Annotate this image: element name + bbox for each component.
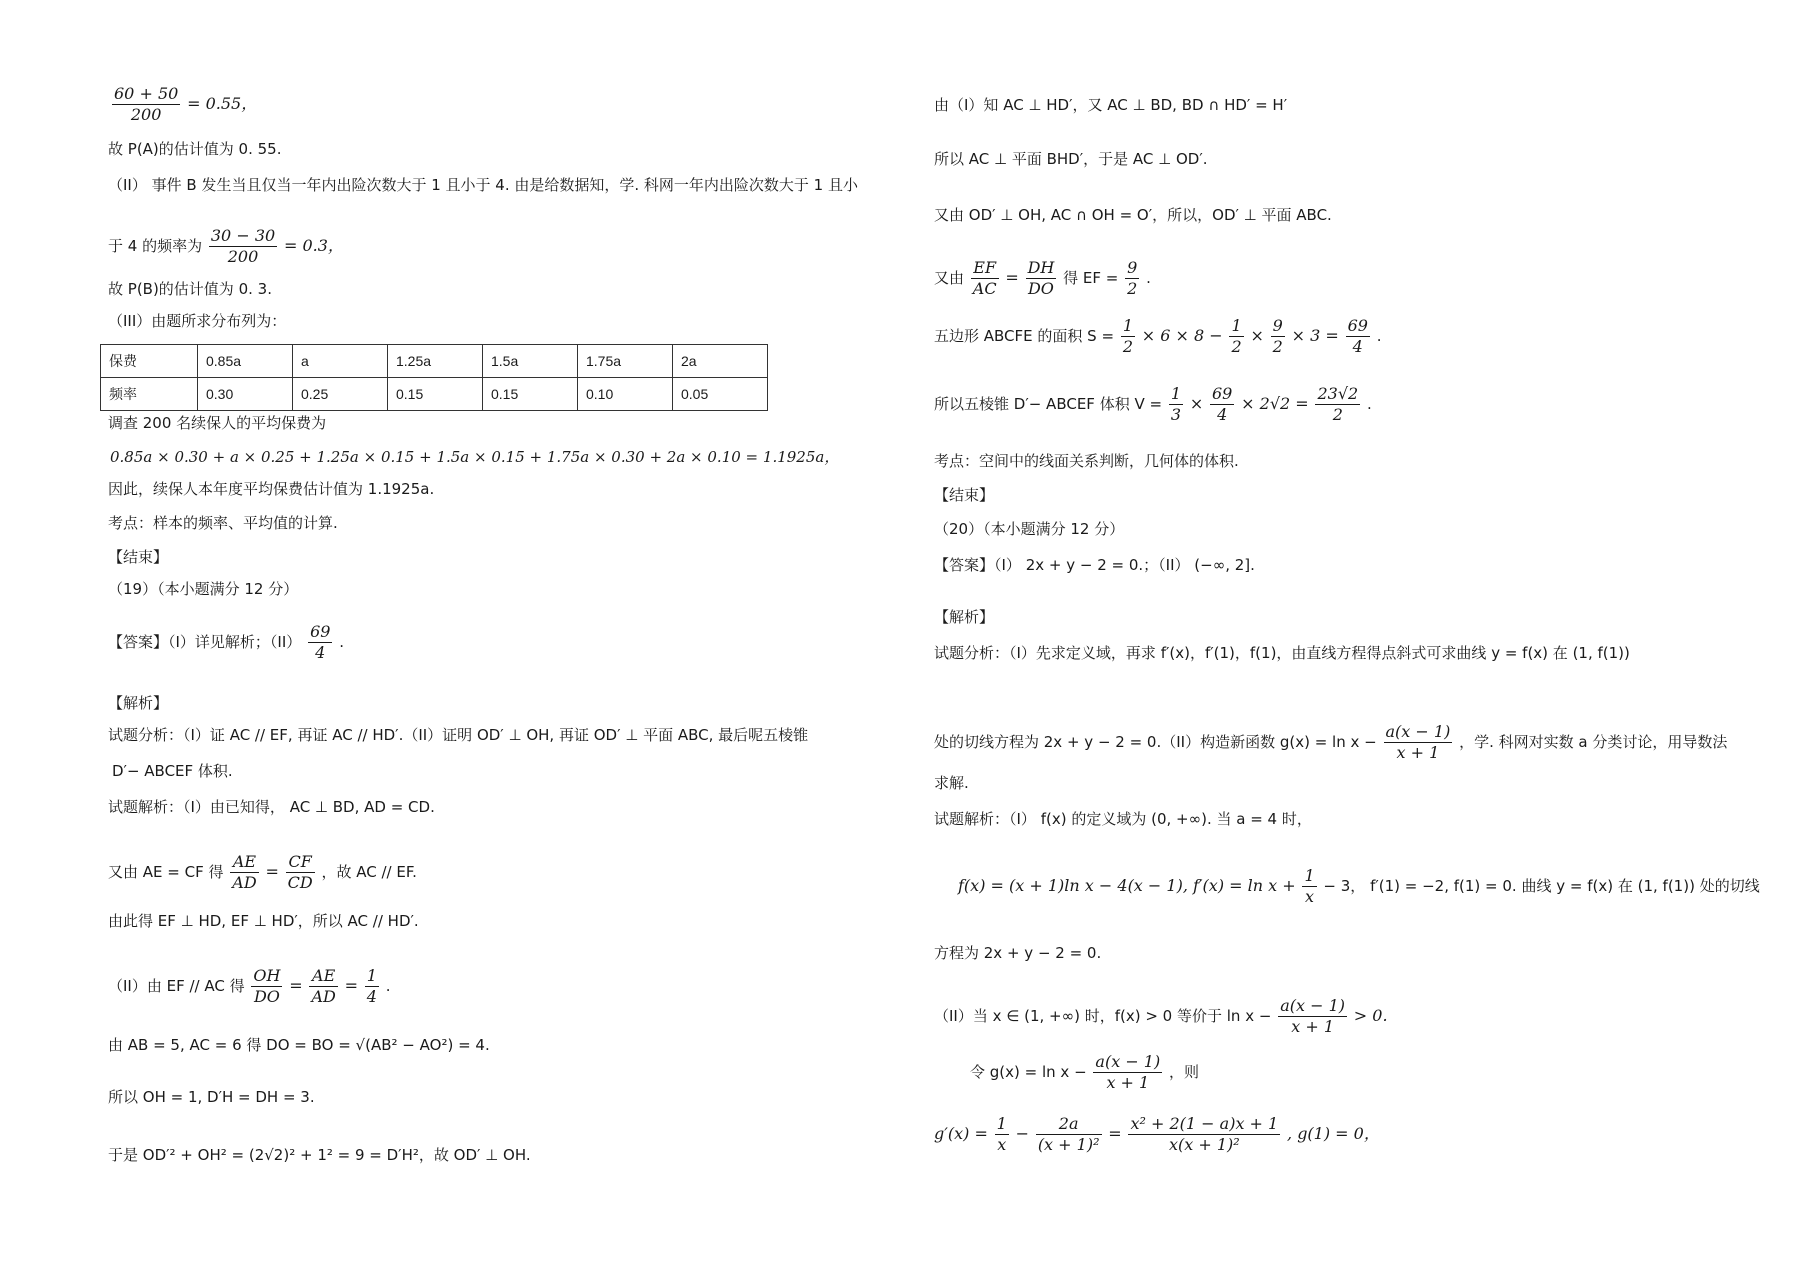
numerator: 1: [1170, 384, 1182, 403]
line-head: 五边形 ABCFE 的面积 S =: [934, 327, 1115, 345]
line-head: 处的切线方程为 2x + y − 2 = 0.（II）构造新函数 g(x) = ln x −: [934, 733, 1377, 751]
equation-tail: − 3， f′(1) = −2, f(1) = 0. 曲线 y = f(x) 在 (1, f(1)) 处的切线: [1323, 877, 1760, 895]
line-head: 令 g(x) = ln x −: [970, 1063, 1087, 1081]
section-end: 【结束】: [108, 548, 169, 566]
equation-tail: ，学. 科网对实数 a 分类讨论，用导数法: [1459, 733, 1728, 751]
numerator: 1: [996, 1114, 1007, 1133]
denominator: x + 1: [1396, 743, 1440, 762]
answer-line: [108, 622, 344, 663]
fraction: [1229, 316, 1243, 357]
fraction: [365, 966, 379, 1007]
denominator: 2: [1332, 405, 1343, 424]
denominator: x: [1305, 887, 1315, 906]
fraction: [1315, 384, 1360, 425]
numerator: OH: [253, 966, 281, 985]
text-line: 又由 OD′ ⊥ OH, AC ∩ OH = O′，所以，OD′ ⊥ 平面 ABC.: [934, 206, 1332, 224]
denominator: x(x + 1)²: [1169, 1135, 1240, 1154]
denominator: 200: [130, 105, 162, 124]
denominator: 4: [315, 643, 326, 662]
fraction: [1346, 316, 1370, 357]
numerator: 1: [1122, 316, 1133, 335]
fraction: [971, 258, 999, 299]
fraction: [1125, 258, 1139, 299]
text-line: 调查 200 名续保人的平均保费为: [108, 414, 327, 432]
answer-line: 【答案】（I） 2x + y − 2 = 0.；（II） (−∞, 2].: [934, 556, 1255, 574]
equation-part: × 3 =: [1291, 326, 1339, 345]
text-line: 试题分析：（I）证 AC // EF, 再证 AC // HD′.（II）证明 OD′ ⊥ OH, 再证 OD′ ⊥ 平面 ABC, 最后呢五棱锥: [108, 726, 809, 744]
table-cell: 0.15: [483, 378, 578, 411]
text-line: 由 AB = 5, AC = 6 得 DO = BO = √(AB² − AO²) = 4.: [108, 1036, 490, 1054]
numerator: 9: [1127, 258, 1138, 277]
equation-line: [934, 316, 1381, 357]
distribution-table: [100, 344, 768, 411]
text-line: 故 P(B)的估计值为 0. 3.: [108, 280, 272, 298]
denominator: 3: [1170, 405, 1182, 424]
section-end: 【结束】: [934, 486, 995, 504]
text-line: 故 P(A)的估计值为 0. 55.: [108, 140, 282, 158]
equation-part: 得 EF =: [1063, 269, 1119, 287]
text-line: 所以 OH = 1, D′H = DH = 3.: [108, 1088, 315, 1106]
fraction: [1026, 258, 1057, 299]
numerator: AE: [309, 966, 337, 987]
table-cell: 1.75a: [578, 345, 673, 378]
numerator: EF: [971, 258, 999, 279]
equation-tail: = 0.55，: [187, 94, 258, 113]
text-line: 由（I）知 AC ⊥ HD′，又 AC ⊥ BD, BD ∩ HD′ = H′: [934, 96, 1288, 114]
fraction: [1036, 1114, 1102, 1155]
equation-tail: , g(1) = 0，: [1287, 1124, 1380, 1143]
equation-tail: = 0.3，: [283, 236, 344, 255]
numerator: CF: [286, 852, 315, 873]
line-head: g′(x) =: [934, 1124, 988, 1143]
text-line: （II） 事件 B 发生当且仅当一年内出险次数大于 1 且小于 4. 由是给数据知，学. 科网一年内出险次数大于 1 且小: [108, 176, 858, 194]
table-cell: 0.15: [388, 378, 483, 411]
text-line: D′− ABCEF 体积.: [112, 762, 233, 780]
fraction: [1210, 384, 1234, 425]
numerator: 9: [1272, 316, 1283, 335]
line-head: f(x) = (x + 1)ln x − 4(x − 1), f′(x) = ln x +: [958, 876, 1296, 895]
denominator: 4: [1352, 337, 1363, 356]
text-line: 试题分析：（I）先求定义域，再求 f′(x)，f′(1)，f(1)，由直线方程得点斜式可求曲线 y = f(x) 在 (1, f(1)): [934, 644, 1630, 662]
table-row: [101, 345, 768, 378]
table-cell: 频率: [101, 378, 198, 411]
line-head: 于 4 的频率为: [108, 237, 203, 255]
denominator: 2: [1272, 337, 1283, 356]
numerator: 69: [1347, 316, 1368, 335]
table-cell: 2a: [673, 345, 768, 378]
line-head: （II）当 x ∈ (1, +∞) 时，f(x) > 0 等价于 ln x −: [934, 1007, 1272, 1025]
denominator: x + 1: [1291, 1017, 1334, 1036]
fraction: [286, 852, 315, 893]
numerator: a(x − 1): [1095, 1052, 1161, 1071]
numerator: 1: [1231, 316, 1242, 335]
denominator: AC: [972, 279, 997, 298]
line-head: （II）由 EF // AC 得: [108, 977, 245, 995]
equation-line: [934, 722, 1727, 763]
text-line: 考点：空间中的线面关系判断，几何体的体积.: [934, 452, 1239, 470]
numerator: 23√2: [1317, 384, 1359, 403]
fraction: [1278, 996, 1347, 1037]
text-line: 求解.: [934, 774, 969, 792]
text-line: 因此，续保人本年度平均保费估计值为 1.1925a.: [108, 480, 435, 498]
fraction: [230, 852, 258, 893]
section-heading: 【解析】: [108, 694, 169, 712]
table-cell: a: [293, 345, 388, 378]
equation-part: ×: [1250, 326, 1264, 345]
table-row: [101, 378, 768, 411]
equation-tail: ，故 AC // EF.: [321, 863, 417, 881]
line-head: 又由: [934, 269, 965, 287]
equation-line: [108, 226, 344, 267]
fraction: [995, 1114, 1009, 1155]
table-cell: 0.30: [198, 378, 293, 411]
equation-part: × 6 × 8 −: [1141, 326, 1223, 345]
denominator: DO: [253, 987, 280, 1006]
question-header: （20）（本小题满分 12 分）: [934, 520, 1125, 538]
equation-tail: .: [339, 633, 344, 651]
denominator: x: [997, 1135, 1007, 1154]
denominator: 4: [1217, 405, 1228, 424]
table-cell: 0.85a: [198, 345, 293, 378]
fraction: [1302, 866, 1316, 907]
text-line: 考点：样本的频率、平均值的计算.: [108, 514, 338, 532]
fraction: [251, 966, 282, 1007]
text-line: （III）由题所求分布列为：: [108, 312, 287, 330]
fraction: [1093, 1052, 1162, 1093]
fraction: [308, 622, 332, 663]
text-line: 所以 AC ⊥ 平面 BHD′，于是 AC ⊥ OD′.: [934, 150, 1208, 168]
line-head: 所以五棱锥 D′− ABCEF 体积 V =: [934, 395, 1163, 413]
equation-line: [958, 866, 1760, 907]
denominator: CD: [287, 873, 313, 892]
denominator: (x + 1)²: [1037, 1135, 1100, 1154]
fraction: [1384, 722, 1453, 763]
numerator: 2a: [1036, 1114, 1102, 1135]
equation-part: ×: [1189, 394, 1204, 413]
equation-part: =: [1108, 1124, 1122, 1143]
fraction: [309, 966, 337, 1007]
denominator: AD: [232, 873, 257, 892]
equation-tail: .: [1376, 327, 1382, 345]
text-line: 试题解析：（I） f(x) 的定义域为 (0, +∞). 当 a = 4 时，: [934, 810, 1312, 828]
numerator: 69: [310, 622, 331, 641]
equation-line: 又由 $\frac{EF}{AC}$ = $\frac{DH}{DO}$ 得 EF = $\frac{9}{2}$ .: [934, 258, 1151, 298]
table-cell: 0.10: [578, 378, 673, 411]
equation-line: （II）由 EF // AC 得 $\frac{OH}{DO}$ = $\frac{AE}{AD}$ = $\frac{1}{4}$ .: [108, 966, 391, 1006]
numerator: 60 + 50: [114, 84, 179, 103]
equation-tail: .: [1366, 395, 1372, 413]
denominator: 4: [366, 987, 377, 1006]
denominator: 2: [1127, 279, 1138, 298]
equation-line: [934, 384, 1372, 425]
denominator: AD: [311, 987, 336, 1006]
section-heading: 【解析】: [934, 608, 995, 626]
equation-line: [934, 1114, 1380, 1155]
denominator: 2: [1231, 337, 1242, 356]
line-head: 【答案】（I）详见解析；（II）: [108, 633, 302, 651]
numerator: 30 − 30: [210, 226, 276, 245]
text-line: 于是 OD′² + OH² = (2√2)² + 1² = 9 = D′H²，故 OD′ ⊥ OH.: [108, 1146, 531, 1164]
numerator: a(x − 1): [1280, 996, 1346, 1015]
fraction: [209, 226, 277, 267]
fraction: [1128, 1114, 1280, 1155]
equation-tail: .: [1146, 269, 1151, 287]
text-line: 由此得 EF ⊥ HD, EF ⊥ HD′，所以 AC // HD′.: [108, 912, 419, 930]
denominator: DO: [1027, 279, 1054, 298]
question-header: （19）（本小题满分 12 分）: [108, 580, 299, 598]
equation-tail: ，则: [1169, 1063, 1200, 1081]
equation-line: 0.85a × 0.30 + a × 0.25 + 1.25a × 0.15 + 1.5a × 0.15 + 1.75a × 0.30 + 2a × 0.10 = 1.1925a，: [110, 448, 840, 466]
equation-line: [934, 996, 1388, 1037]
line-head: 又由 AE = CF 得: [108, 863, 224, 881]
text-line: 试题解析：（I）由已知得， AC ⊥ BD, AD = CD.: [108, 798, 435, 816]
numerator: a(x − 1): [1385, 722, 1451, 741]
numerator: AE: [230, 852, 258, 873]
numerator: x² + 2(1 − a)x + 1: [1130, 1114, 1279, 1133]
equation-part: × 2√2 =: [1241, 394, 1309, 413]
equation-line: 又由 AE = CF 得 $\frac{AE}{AD}$ = $\frac{CF}{CD}$ ，故 AC // EF.: [108, 852, 417, 892]
fraction: [1121, 316, 1135, 357]
numerator: DH: [1027, 258, 1055, 277]
equation-line: [970, 1052, 1199, 1093]
denominator: x + 1: [1106, 1073, 1150, 1092]
equation-tail: > 0.: [1353, 1006, 1388, 1025]
equation-tail: .: [385, 977, 391, 995]
fraction: [1271, 316, 1285, 357]
numerator: 1: [366, 966, 377, 985]
equation-line: [110, 84, 257, 125]
denominator: 200: [227, 247, 259, 266]
fraction: [112, 84, 180, 125]
table-cell: 1.5a: [483, 345, 578, 378]
table-cell: 1.25a: [388, 345, 483, 378]
equation-part: −: [1015, 1124, 1030, 1143]
table-cell: 0.05: [673, 378, 768, 411]
table-cell: 保费: [101, 345, 198, 378]
table-cell: 0.25: [293, 378, 388, 411]
numerator: 69: [1212, 384, 1233, 403]
numerator: 1: [1304, 866, 1315, 885]
text-line: 方程为 2x + y − 2 = 0.: [934, 944, 1102, 962]
denominator: 2: [1122, 337, 1133, 356]
fraction: [1169, 384, 1183, 425]
